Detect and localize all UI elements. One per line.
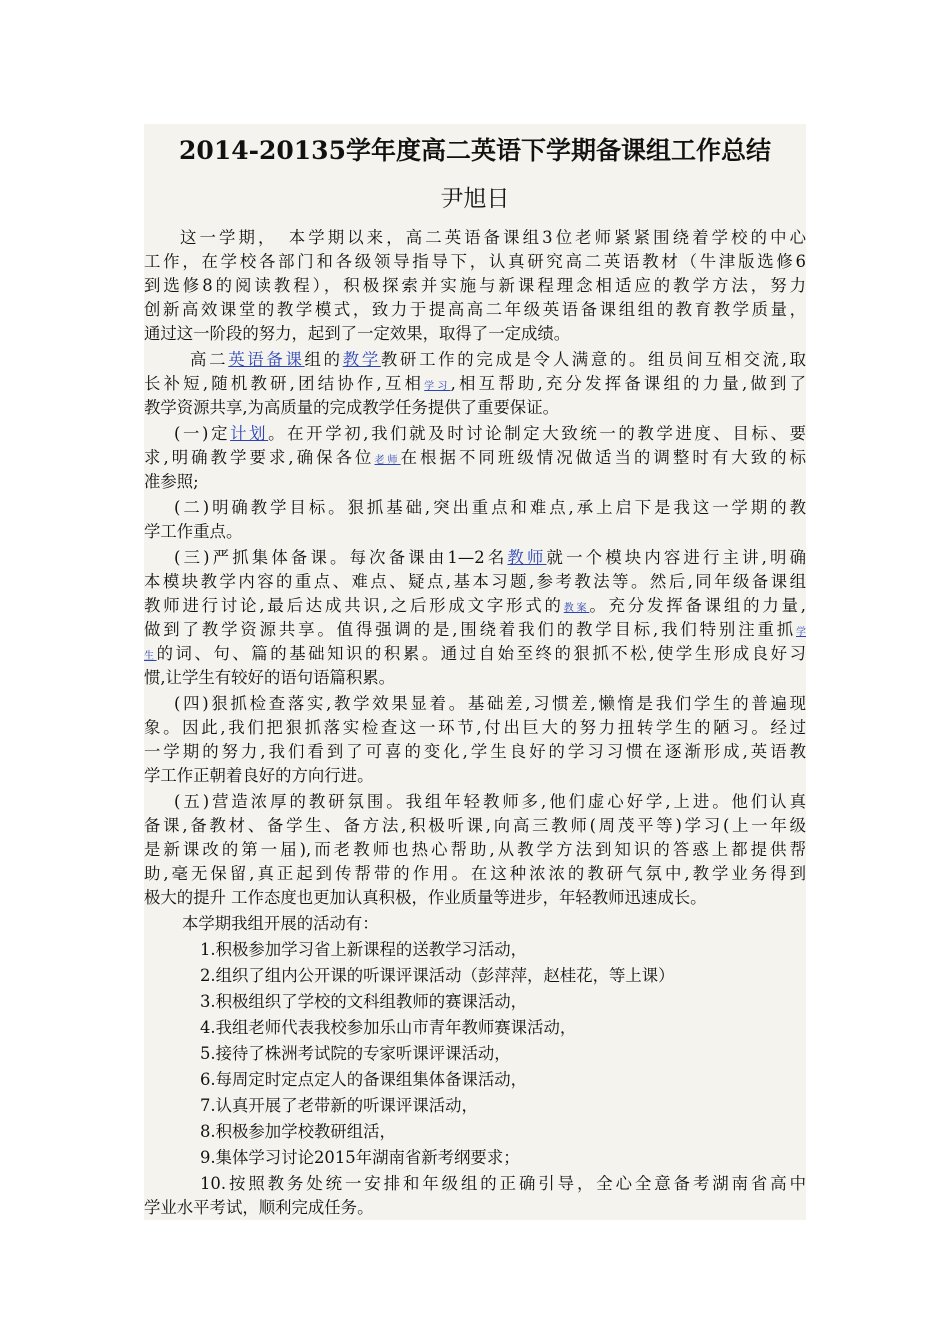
text-segment: 长补短,随机教研,团结协作,互相 (144, 374, 425, 393)
author-name: 尹旭日 (440, 186, 510, 212)
activity-item: 2.组织了组内公开课的听课评课活动（彭萍萍，赵桂花，等上课） (200, 966, 675, 985)
text-segment: ,相互帮助,充分发挥备课组的力量,做到了 (450, 374, 806, 393)
text-segment: 教师进行讨论,最后达成共识,之后形成文字形式的 (144, 596, 564, 615)
item-5-line-5: 极大的提升 工作态度也更加认真积极，作业质量等进步，年轻教师迅速成长。 (144, 888, 707, 907)
activity-item: 1.积极参加学习省上新课程的送教学习活动， (200, 940, 528, 959)
text-segment: (三)严抓集体备课。每次备课由1—2名 (174, 548, 508, 567)
link-lesson-plan[interactable]: 教案 (563, 603, 590, 614)
intro-line-4: 创新高效课堂的教学模式，致力于提高高二年级英语备课组组的教育教学质量， (144, 300, 806, 319)
text-segment: 。充分发挥备课组的力量, (589, 596, 806, 615)
link-student-part-1[interactable]: 学 (796, 627, 806, 638)
closing-line: 学业水平考试，顺利完成任务。 (144, 1198, 374, 1217)
text-segment: 的词、句、篇的基础知识的积累。通过自始至终的狠抓不松,使学生形成良好习 (156, 644, 806, 663)
item-5-line-4: 助,毫无保留,真正起到传帮带的作用。在这种浓浓的教研气氛中,教学业务得到 (144, 864, 806, 883)
text-segment: (一)定 (174, 424, 231, 443)
activity-item: 10.按照教务处统一安排和年级组的正确引导，全心全意备考湖南省高中 (200, 1174, 806, 1193)
link-student-part-2[interactable]: 生 (144, 651, 157, 662)
paragraph-2-line-3: 教学资源共享,为高质量的完成教学任务提供了重要保证。 (144, 398, 559, 417)
item-3-line-3 (144, 594, 806, 618)
text-segment: 求,明确教学要求,确保各位 (144, 448, 375, 467)
activity-item: 3.积极组织了学校的文科组教师的赛课活动， (200, 992, 528, 1011)
item-1-line-1 (144, 422, 806, 446)
link-plan[interactable]: 计划 (230, 424, 269, 443)
link-study[interactable]: 学习 (424, 381, 451, 392)
paragraph-2-line-1 (144, 348, 806, 372)
text-segment: 就一个模块内容进行主讲,明确 (546, 548, 806, 567)
paragraph-2-line-2 (144, 372, 806, 396)
item-3-line-5 (144, 642, 806, 666)
item-3-line-4 (144, 618, 806, 642)
text-segment: 高二 (190, 350, 229, 369)
text-segment: 组的 (304, 350, 343, 369)
link-teacher[interactable]: 老师 (374, 455, 401, 466)
item-3-line-2: 本模块教学内容的重点、难点、疑点,基本习题,参考教法等。然后,同年级备课组 (144, 572, 806, 591)
text-segment: 教研工作的完成是令人满意的。组员间互相交流,取 (380, 350, 806, 369)
text-segment: 在根据不同班级情况做适当的调整时有大致的标 (400, 448, 806, 467)
intro-line-2: 工作，在学校各部门和各级领导指导下，认真研究高二英语教材（牛津版选修6 (144, 252, 806, 271)
text-segment: 。在开学初,我们就及时讨论制定大致统一的教学进度、目标、要 (268, 424, 806, 443)
link-english-prep[interactable]: 英语备课 (228, 350, 305, 369)
item-2-line-2: 学工作重点。 (144, 522, 243, 541)
item-4-line-4: 学工作正朝着良好的方向行进。 (144, 766, 374, 785)
activities-heading: 本学期我组开展的活动有： (182, 914, 379, 933)
item-4-line-3: 一学期的努力,我们看到了可喜的变化,学生良好的学习习惯在逐渐形成,英语教 (144, 742, 806, 761)
item-2-line-1: (二)明确教学目标。狠抓基础,突出重点和难点,承上启下是我这一学期的教 (174, 498, 806, 517)
intro-line-3: 到选修8的阅读教程），积极探索并实施与新课程理念相适应的教学方法，努力 (144, 276, 806, 295)
document-title: 2014-20135学年度高二英语下学期备课组工作总结 (179, 136, 771, 165)
item-1-line-2 (144, 446, 806, 470)
link-teaching[interactable]: 教学 (342, 350, 381, 369)
item-5-line-1: (五)营造浓厚的教研氛围。我组年轻教师多,他们虚心好学,上进。他们认真 (174, 792, 806, 811)
intro-line-1: 这一学期， 本学期以来，高二英语备课组3位老师紧紧围绕着学校的中心 (180, 228, 806, 247)
item-4-line-1: (四)狠抓检查落实,教学效果显着。基础差,习惯差,懒惰是我们学生的普遍现 (174, 694, 806, 713)
activity-item: 8.积极参加学校教研组活， (200, 1122, 396, 1141)
item-1-line-3: 准参照; (144, 472, 199, 491)
activity-item: 5.接待了株洲考试院的专家听课评课活动， (200, 1044, 511, 1063)
activity-item: 9.集体学习讨论2015年湖南省新考纲要求； (200, 1148, 520, 1167)
text-segment: 做到了教学资源共享。值得强调的是,围绕着我们的教学目标,我们特别注重抓 (144, 620, 796, 639)
activity-item: 6.每周定时定点定人的备课组集体备课活动， (200, 1070, 528, 1089)
item-3-line-1 (144, 546, 806, 570)
item-4-line-2: 象。因此,我们把狠抓落实检查这一环节,付出巨大的努力扭转学生的陋习。经过 (144, 718, 806, 737)
item-5-line-2: 备课,备教材、备学生、备方法,积极听课,向高三教师(周茂平等)学习(上一年级 (144, 816, 806, 835)
document-page (144, 124, 806, 1220)
intro-line-5: 通过这一阶段的努力，起到了一定效果，取得了一定成绩。 (144, 324, 571, 343)
item-5-line-3: 是新课改的第一届),而老教师也热心帮助,从教学方法到知识的答惑上都提供帮 (144, 840, 806, 859)
activity-item: 4.我组老师代表我校参加乐山市青年教师赛课活动， (200, 1018, 577, 1037)
link-teachers[interactable]: 教师 (507, 548, 547, 567)
activity-item: 7.认真开展了老带新的听课评课活动， (200, 1096, 478, 1115)
item-3-line-6: 惯,让学生有较好的语句语篇积累。 (144, 668, 396, 687)
